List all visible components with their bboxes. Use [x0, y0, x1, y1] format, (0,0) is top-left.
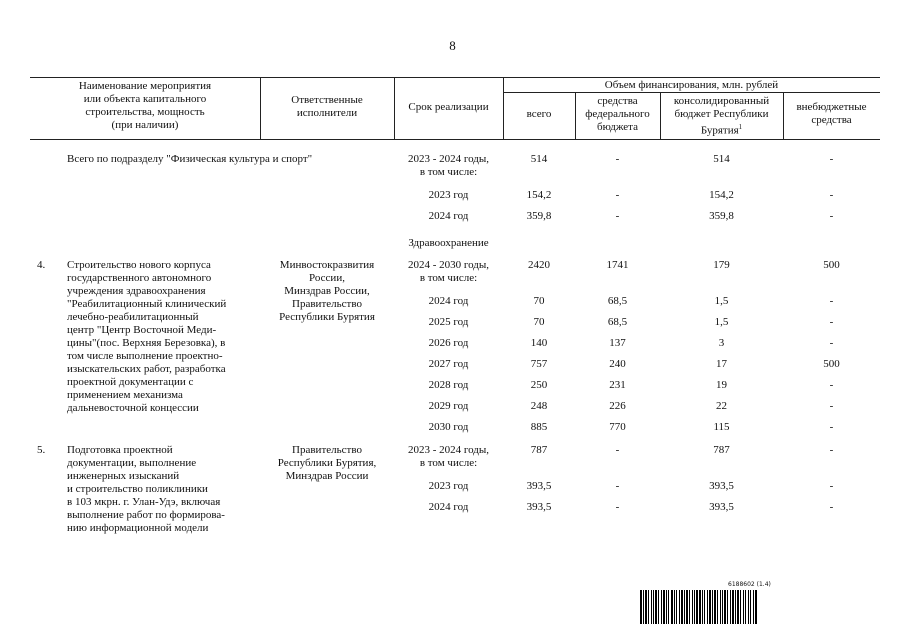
consolidated-cell: 154,2 — [709, 189, 734, 201]
total-cell: 514 — [530, 153, 548, 165]
term-cell: 2023 - 2024 годы, в том числе: — [407, 444, 490, 469]
total-cell: 757 — [530, 358, 548, 370]
federal-cell: - — [615, 480, 620, 492]
header-total: всего — [526, 108, 552, 120]
offbudget-cell: - — [829, 210, 834, 222]
federal-cell: 137 — [609, 337, 626, 349]
consolidated-cell: 115 — [713, 421, 730, 433]
consolidated-cell: 1,5 — [714, 316, 729, 328]
offbudget-cell: 500 — [823, 358, 840, 370]
consolidated-cell: 393,5 — [709, 480, 734, 492]
header-federal: средства федерального бюджета — [585, 95, 650, 133]
consolidated-cell: 514 — [713, 153, 730, 165]
total-cell: 393,5 — [526, 480, 552, 492]
offbudget-cell: - — [829, 337, 834, 349]
term-cell: 2030 год — [428, 421, 469, 433]
offbudget-cell: - — [829, 379, 834, 391]
consolidated-cell: 179 — [713, 259, 730, 271]
header-name-column: Наименование мероприятия или объекта капитального строительства, мощность (при наличии) — [78, 80, 212, 131]
item-name: Подготовка проектной документации, выполнение инженерных изысканий и строительство поликлиники в 103 мкрн. г. Улан-Удэ, включая выполнение работ по формирова- нию информационной модели — [67, 444, 225, 534]
term-cell: 2028 год — [428, 379, 469, 391]
term-cell: 2027 год — [428, 358, 469, 370]
barcode — [640, 590, 860, 624]
header-funding-group: Объем финансирования, млн. рублей — [604, 79, 779, 91]
header-consolidated: консолидированный бюджет Республики Бурятия$^1$ — [673, 95, 770, 137]
offbudget-cell: - — [829, 316, 834, 328]
item-executors: Правительство Республики Бурятия, Минздрав России — [277, 444, 377, 482]
term-cell: 2023 год — [428, 480, 469, 492]
item-name: Строительство нового корпуса государственного автономного учреждения здравоохранения "Реабилитационный клинический лечебно-реабилитационный центр "Центр Восточной Меди- цины"(пос. Верхняя Березовка), в том числе выполнение проектно- изыскательских работ, разработка проектной документации с применением механизма дальневосточной концессии — [67, 259, 227, 414]
total-cell: 2420 — [528, 259, 550, 271]
item-number: 5. — [37, 444, 46, 456]
barcode-label: 6188602 (1.4) — [728, 581, 771, 588]
term-cell: 2024 год — [428, 295, 469, 307]
offbudget-cell: - — [829, 295, 834, 307]
page-number: 8 — [449, 38, 456, 53]
consolidated-cell: 787 — [713, 444, 730, 456]
total-cell: 393,5 — [526, 501, 552, 513]
term-cell: 2025 год — [428, 316, 469, 328]
total-cell: 787 — [530, 444, 548, 456]
federal-cell: 231 — [609, 379, 626, 391]
total-cell: 885 — [530, 421, 548, 433]
consolidated-cell: 22 — [716, 400, 727, 412]
consolidated-cell: 1,5 — [714, 295, 729, 307]
federal-cell: 226 — [609, 400, 626, 412]
consolidated-cell: 359,8 — [709, 210, 734, 222]
total-cell: 140 — [530, 337, 548, 349]
header-executors-column: Ответственные исполнители — [291, 94, 363, 119]
header-top-rule — [30, 77, 880, 78]
header-bottom-rule — [30, 139, 880, 140]
offbudget-cell: 500 — [823, 259, 840, 271]
federal-cell: 240 — [609, 358, 626, 370]
total-cell: 70 — [533, 316, 545, 328]
total-cell: 248 — [530, 400, 548, 412]
federal-cell: - — [615, 210, 620, 222]
item-number: 4. — [37, 259, 46, 271]
total-cell: 70 — [533, 295, 545, 307]
federal-cell: - — [615, 189, 620, 201]
offbudget-cell: - — [829, 189, 834, 201]
term-cell: 2024 год — [428, 210, 469, 222]
header-offbudget: внебюджетные средства — [796, 101, 867, 126]
federal-cell: 770 — [609, 421, 626, 433]
total-cell: 359,8 — [526, 210, 552, 222]
total-cell: 154,2 — [526, 189, 552, 201]
federal-cell: - — [615, 501, 620, 513]
offbudget-cell: - — [829, 501, 834, 513]
term-cell: 2026 год — [428, 337, 469, 349]
subtotal-label: Всего по подразделу "Физическая культура и спорт" — [67, 153, 313, 165]
federal-cell: - — [615, 444, 620, 456]
term-cell: 2023 - 2024 годы, в том числе: — [407, 153, 490, 178]
consolidated-cell: 17 — [716, 358, 727, 370]
item-executors: Минвостокразвития России, Минздрав России, Правительство Республики Бурятия — [279, 259, 375, 323]
federal-cell: - — [615, 153, 620, 165]
consolidated-cell: 3 — [718, 337, 725, 349]
barcode-bar — [757, 590, 758, 624]
section-title: Здравоохранение — [408, 237, 489, 249]
federal-cell: 1741 — [606, 259, 629, 271]
federal-cell: 68,5 — [607, 316, 628, 328]
header-term-column: Срок реализации — [408, 101, 489, 113]
term-cell: 2029 год — [428, 400, 469, 412]
term-cell: 2024 - 2030 годы, в том числе: — [407, 259, 490, 284]
funding-group-rule — [503, 92, 880, 93]
consolidated-cell: 19 — [716, 379, 727, 391]
term-cell: 2024 год — [428, 501, 469, 513]
term-cell: 2023 год — [428, 189, 469, 201]
consolidated-cell: 393,5 — [709, 501, 734, 513]
offbudget-cell: - — [829, 480, 834, 492]
total-cell: 250 — [530, 379, 548, 391]
offbudget-cell: - — [829, 444, 834, 456]
offbudget-cell: - — [829, 421, 834, 433]
federal-cell: 68,5 — [607, 295, 628, 307]
offbudget-cell: - — [829, 153, 834, 165]
offbudget-cell: - — [829, 400, 834, 412]
